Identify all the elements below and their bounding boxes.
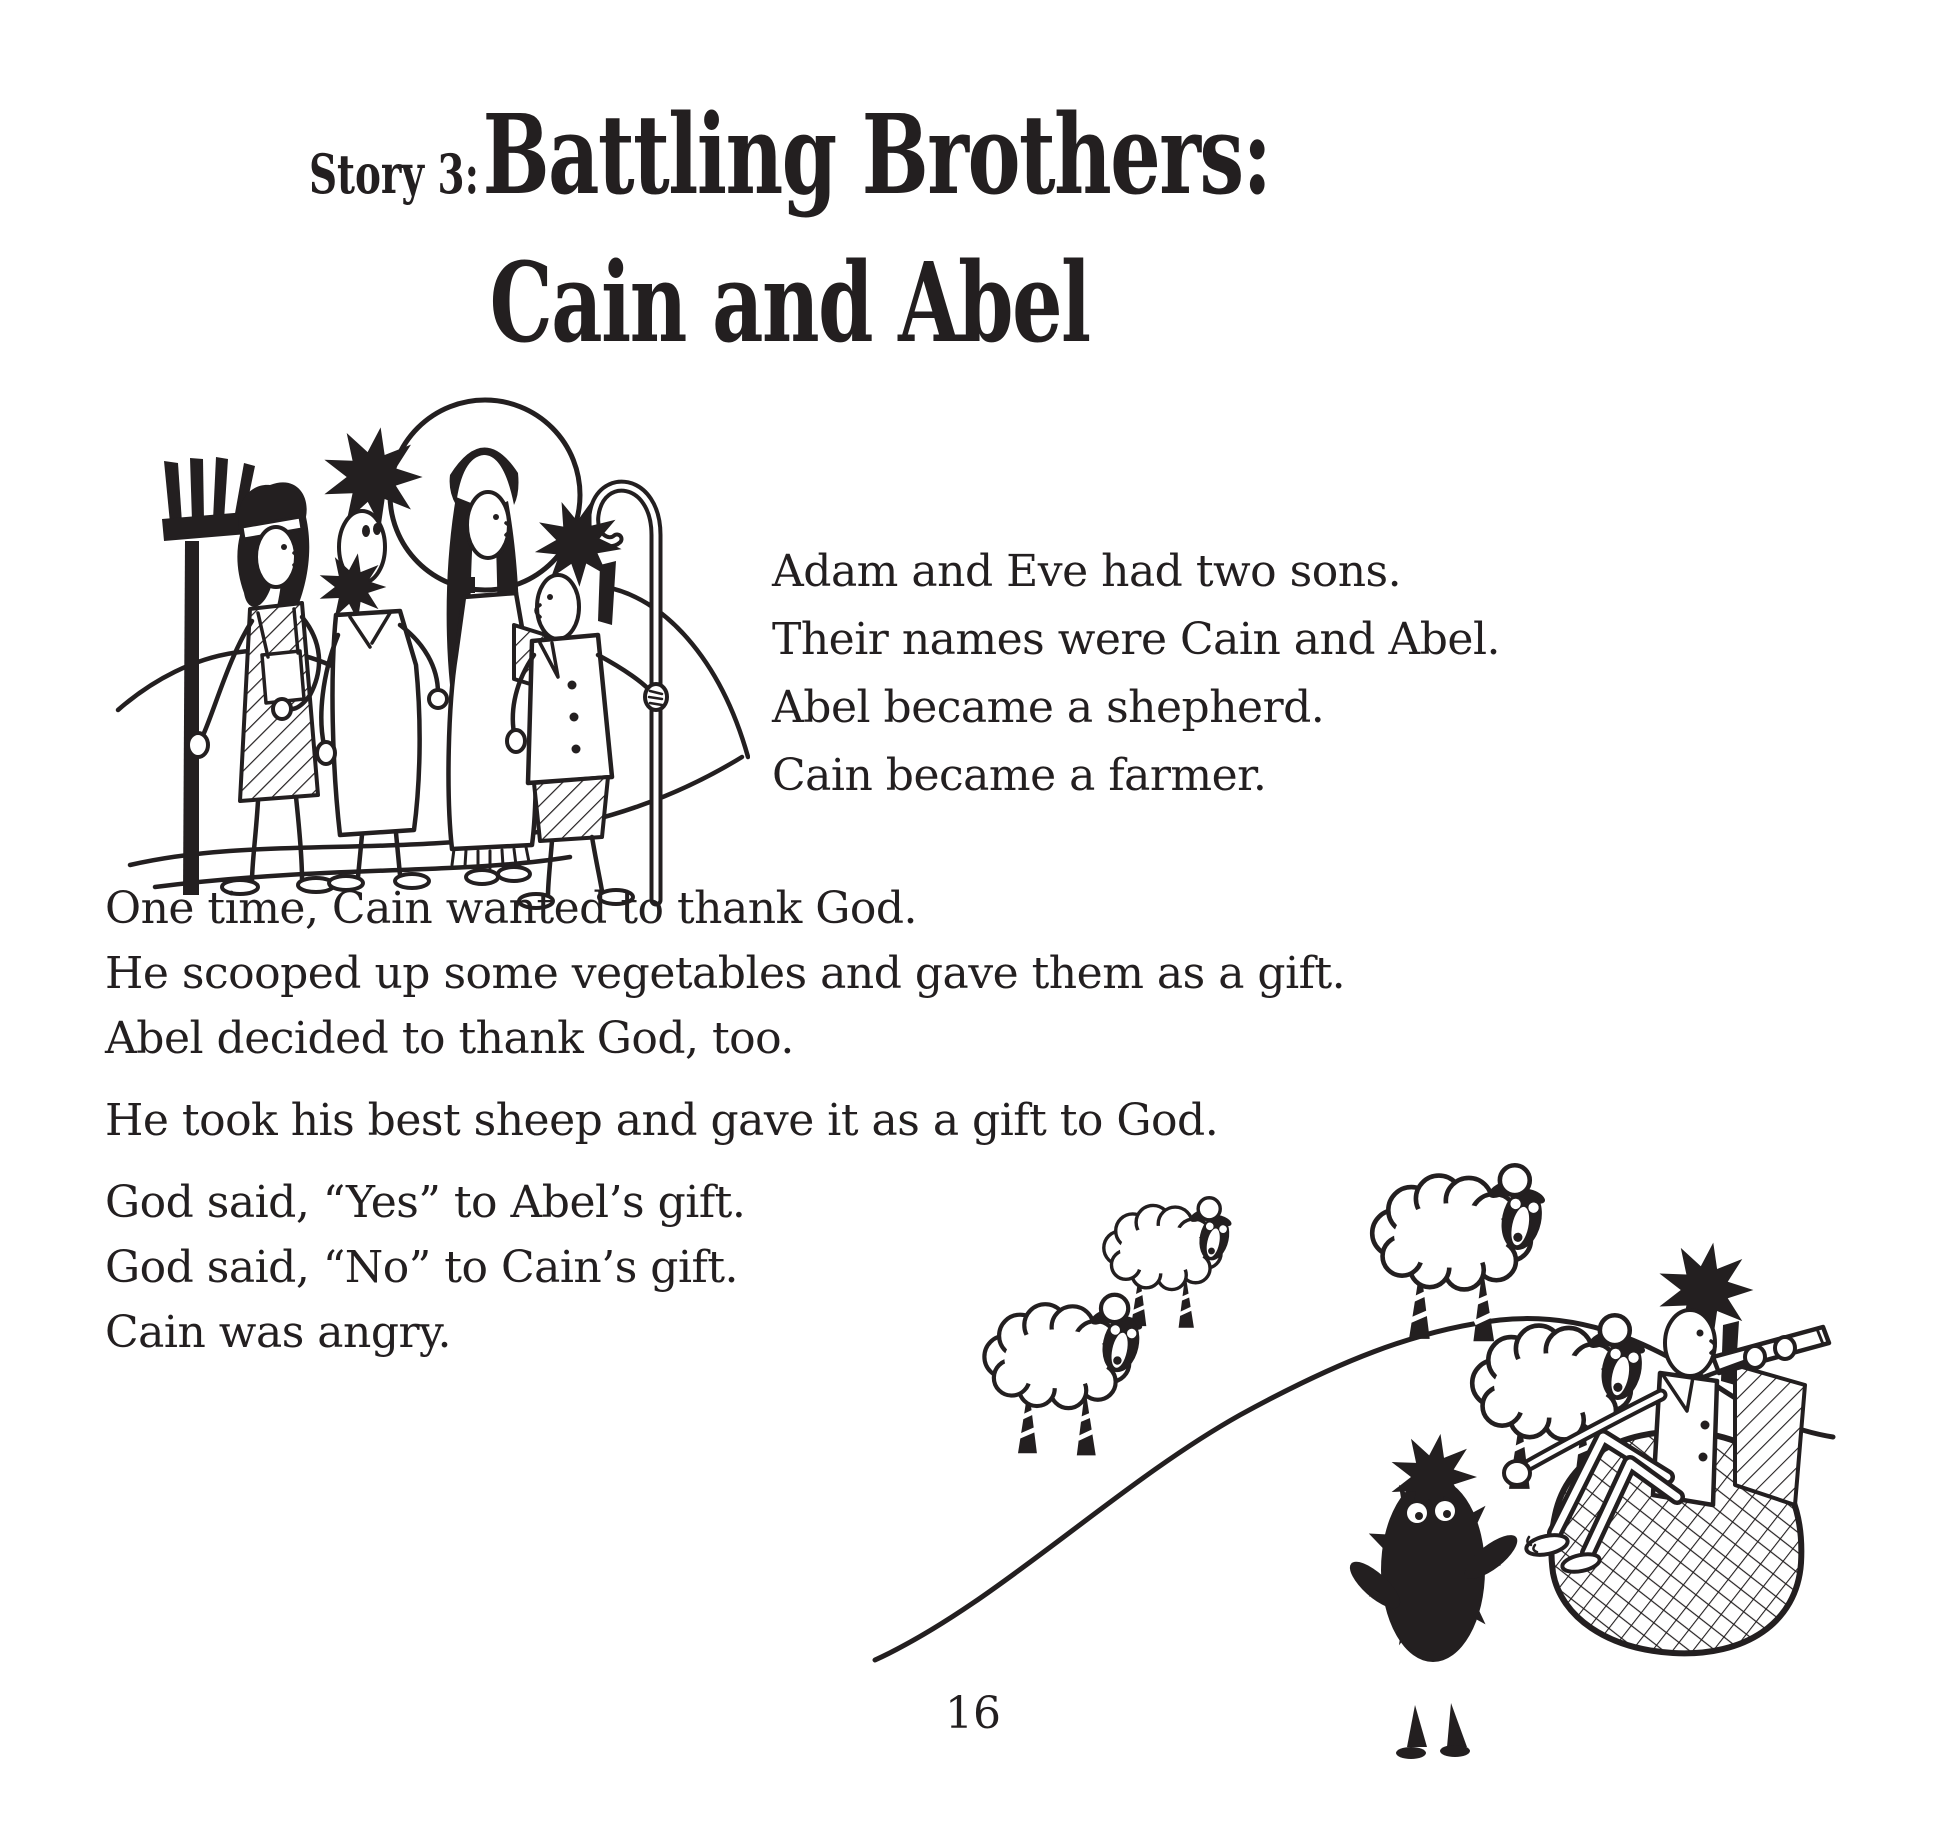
title-text-line1: Battling Brothers: xyxy=(482,90,1271,219)
story-line: God said, “No” to Cain’s gift. xyxy=(105,1242,738,1293)
title-text-line2: Cain and Abel xyxy=(489,238,1091,368)
story-line: Abel decided to thank God, too. xyxy=(105,1013,794,1064)
story-line: He took his best sheep and gave it as a gift to God. xyxy=(105,1095,1219,1146)
intro-line: Their names were Cain and Abel. xyxy=(772,614,1501,665)
family-illustration xyxy=(100,325,750,915)
intro-line: Cain became a farmer. xyxy=(772,750,1267,801)
story-line: God said, “Yes” to Abel’s gift. xyxy=(105,1177,746,1228)
story-line: Cain was angry. xyxy=(105,1307,452,1358)
intro-line: Adam and Eve had two sons. xyxy=(772,546,1402,597)
flock-illustration xyxy=(855,1085,1855,1785)
sheep-top xyxy=(1372,1165,1547,1341)
intro-line: Abel became a shepherd. xyxy=(772,682,1325,733)
story-line: He scooped up some vegetables and gave them as a gift. xyxy=(105,948,1346,999)
story-number-label: Story 3: xyxy=(309,142,480,206)
page-number: 16 xyxy=(945,1688,1001,1739)
story-line: One time, Cain wanted to thank God. xyxy=(105,883,918,934)
sheep-left xyxy=(984,1295,1144,1456)
family-illustration-drawing xyxy=(100,325,750,915)
title-line-1 xyxy=(309,90,1271,219)
feather-cape xyxy=(1735,1365,1805,1505)
intro-text xyxy=(772,538,1500,810)
flock-illustration-drawing xyxy=(855,1085,1855,1785)
cain-figure xyxy=(162,457,334,895)
paragraph-1 xyxy=(105,876,1345,1071)
page-title xyxy=(0,90,1580,368)
